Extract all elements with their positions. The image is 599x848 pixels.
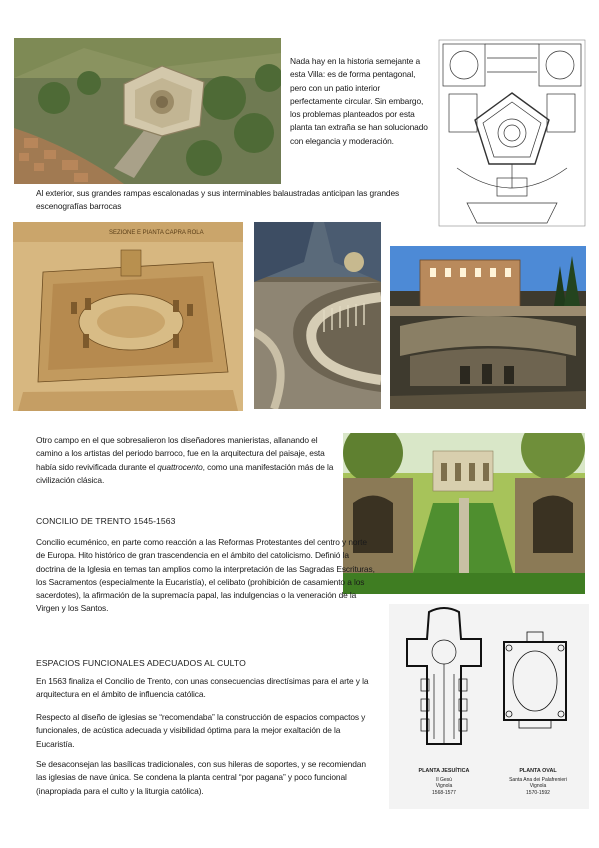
plan-jesuitica-line2: Vignola (435, 783, 453, 789)
plan-oval-title: PLANTA OVAL (519, 768, 557, 774)
garden-cascade-photo (343, 433, 585, 594)
spiral-staircase-photo (254, 222, 381, 409)
villa-intro-text: Nada hay en la historia semejante a esta Villa: es de forma pentagonal, pero con un patio interior perfectamente circular. Sin embargo, los problemas planteados por esta planta tan extraña se han solucionado con elegancia y moderación. (290, 56, 428, 146)
landscape-text (36, 434, 338, 487)
villa-section-drawing (13, 222, 243, 411)
section-drawing-label: SEZIONE E PIANTA CAPRA ROLA (109, 230, 204, 236)
landscape-text-before: Otro campo en el que sobresalieron los diseñadores manieristas, allanando el camino a los artistas del periodo barroco, fue en la arquitectura del paisaje, esta había sido revivificada durante el (36, 435, 325, 472)
church-plans-panel (389, 604, 589, 809)
villa-facade-photo (390, 246, 586, 409)
plan-jesuitica-line3: 1568-1577 (432, 789, 456, 796)
plan-jesuitica-line1: Il Gesù (436, 776, 452, 783)
trento-heading: CONCILIO DE TRENTO 1545-1563 (36, 516, 176, 526)
espacios-paragraph-1: En 1563 finaliza el Concilio de Trento, con unas consecuencias directísimas para el arte y la arquitectura en el ámbito de influencia católica. (36, 676, 369, 700)
plan-jesuitica-caption (399, 768, 489, 796)
landscape-text-after: , como una manifestación más de la civilización clásica. (36, 461, 334, 485)
trento-body: Concilio ecuménico, en parte como reacción a las Reformas Protestantes del centro y norte de Europa. Hito histórico de gran trascendencia en el ámbito del catolicismo. Definió la doctrina de la Iglesia en temas tan amplios como la interpretación de las Sagradas Escrituras, los Sacramentos (especialmente la Eucaristía), el celibato (prohibición de casamiento a los sacerdotes), la afirmación de la supremacía papal, las indulgencias o la veneración de la Virgen y los Santos. (36, 537, 375, 614)
espacios-heading: ESPACIOS FUNCIONALES ADECUADOS AL CULTO (36, 658, 246, 668)
villa-aerial-photo (14, 38, 281, 184)
plan-oval-line2: Vignola (529, 783, 547, 789)
espacios-paragraph-3: Se desaconsejan las basílicas tradicionales, con sus hileras de soportes, y se recomiendan las iglesias de nave única. Se condena la planta central “por pagana” y poco funcional (inapropiada para el culto y la liturgia católica). (36, 759, 366, 796)
plan-oval-line1: Santa Ana dei Palafrenieri (509, 776, 567, 783)
villa-exterior-text: Al exterior, sus grandes rampas escalonadas y sus interminables balaustradas anticipan las grandes escenografías barrocas (36, 188, 400, 212)
espacios-paragraph-2: Respecto al diseño de iglesias se “recomendaba” la construcción de espacios compactos y funcionales, de acústica adecuada y visibilidad óptima para la mejor exaltación de la Eucaristía. (36, 712, 366, 749)
plan-oval-line3: 1570-1592 (526, 789, 550, 796)
villa-pentagonal-plan (437, 38, 587, 228)
landscape-text-italic: quattrocento (157, 461, 203, 472)
plan-jesuitica-title: PLANTA JESUÍTICA (418, 768, 470, 774)
plan-oval-caption (493, 768, 583, 796)
